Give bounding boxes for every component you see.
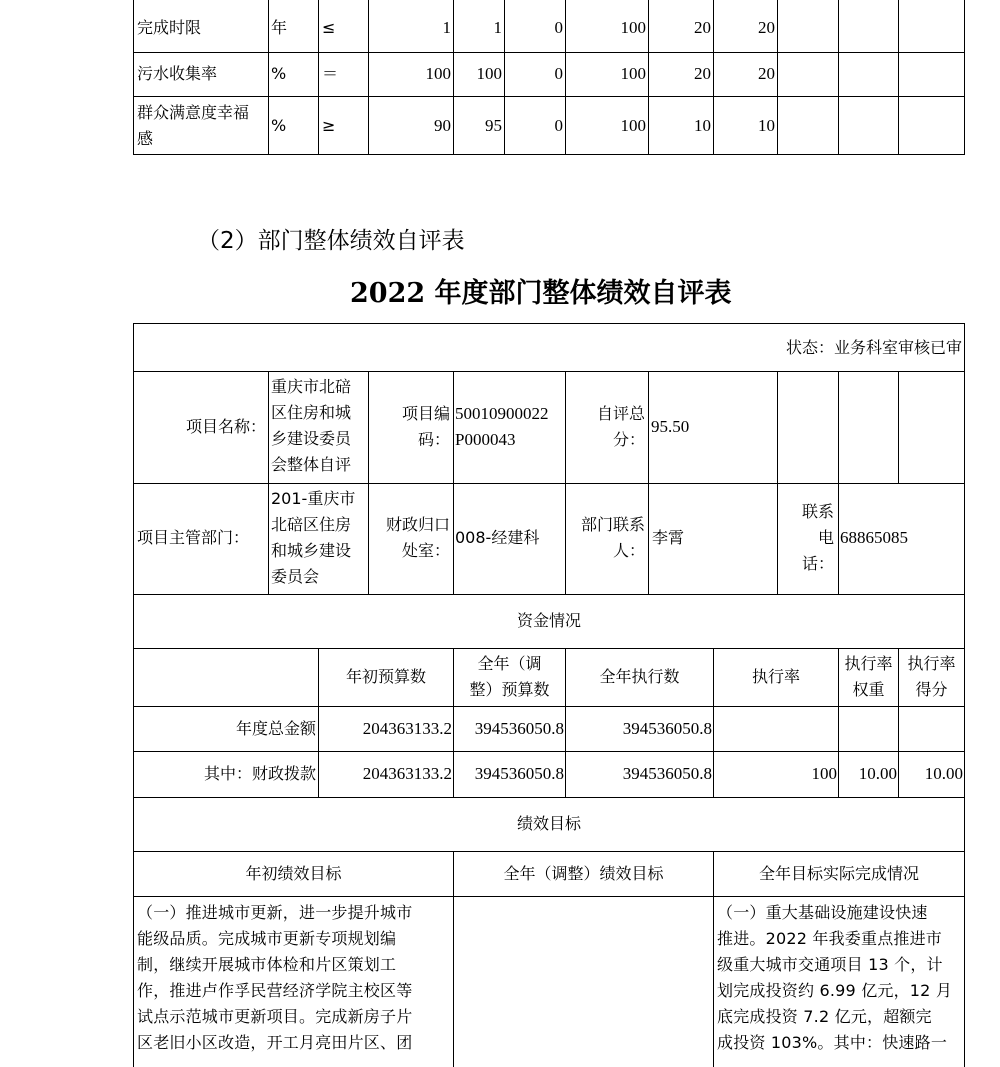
funds-row-label: 其中：财政拨款 [203, 764, 316, 783]
goals-actual-text: （一）重大基础设施建设快速 推进。2022 年我委重点推进市 级重大城市交通项目 13 个，计 划完成投资约 6.99 亿元，12 月 底完成投资 7.2 亿元，超额完 成投资 103%。其中：快速路一 [717, 903, 953, 1052]
funds-header-weight: 执行率 权重 [844, 654, 893, 699]
goals-initial-text: （一）推进城市更新，进一步提升城市 能级品质。完成城市更新专项规划编 制，继续开展城市体检和片区策划工 作，推进卢作孚民营经济学院主校区等 试点示范城市更新项目。完成新房子片 区老旧小区改造，开工月亮田片区、团 [137, 903, 413, 1052]
project-name-value: 重庆市北碚 区住房和城 乡建设委员 会整体自评 [271, 377, 352, 474]
indicator-value: 1 [442, 18, 451, 37]
indicator-value: 10 [694, 116, 711, 135]
funds-header-executed: 全年执行数 [599, 667, 680, 686]
finance-office-value: 008-经建科 [455, 528, 540, 547]
indicator-value: 20 [758, 64, 775, 83]
indicator-value: 100 [476, 64, 502, 83]
funds-header-adjusted: 全年（调 整）预算数 [469, 654, 550, 699]
indicator-name: 完成时限 [137, 18, 202, 37]
goals-header-initial: 年初绩效目标 [245, 864, 342, 883]
funds-section-label: 资金情况 [516, 611, 581, 630]
indicator-operator: ＝ [322, 64, 339, 83]
indicator-unit: % [271, 116, 287, 135]
indicator-unit: 年 [271, 18, 288, 37]
funds-score-value: 10.00 [924, 764, 963, 783]
status-text: 状态：业务科室审核已审 [785, 338, 962, 357]
finance-office-label: 财政归口 处室： [385, 515, 450, 560]
goals-section-label: 绩效目标 [516, 814, 581, 833]
self-score-value: 95.50 [651, 417, 690, 436]
goals-header-actual: 全年目标实际完成情况 [758, 864, 919, 883]
indicator-value: 0 [554, 18, 563, 37]
project-name-label: 项目名称： [185, 417, 266, 436]
indicator-unit: % [271, 64, 287, 83]
self-score-label: 自评总 分： [596, 404, 645, 449]
dept-contact-label: 部门联系 人： [580, 515, 645, 560]
funds-initial-value: 204363133.2 [362, 719, 452, 738]
indicator-name: 群众满意度幸福 [137, 103, 250, 122]
funds-executed-value: 394536050.8 [622, 764, 712, 783]
project-code-value: 50010900022 P000043 [455, 404, 549, 449]
funds-header-initial: 年初预算数 [345, 667, 426, 686]
phone-label: 联系 电 话： [801, 502, 834, 573]
funds-header-score: 执行率 得分 [907, 654, 956, 699]
indicator-operator: ≥ [322, 116, 336, 135]
indicator-value: 90 [434, 116, 451, 135]
funds-rate-value: 100 [811, 764, 837, 783]
funds-initial-value: 204363133.2 [362, 764, 452, 783]
indicator-value: 100 [620, 64, 646, 83]
indicator-value: 95 [485, 116, 502, 135]
funds-row-label: 年度总金额 [235, 719, 316, 738]
funds-weight-value: 10.00 [858, 764, 897, 783]
indicator-value: 10 [758, 116, 775, 135]
indicator-value: 100 [620, 116, 646, 135]
indicator-value: 100 [425, 64, 451, 83]
funds-adjusted-value: 394536050.8 [474, 764, 564, 783]
phone-value: 68865085 [840, 528, 908, 547]
section-heading: （2）部门整体绩效自评表 [197, 228, 465, 254]
indicator-operator: ≤ [322, 18, 336, 37]
indicator-value: 20 [758, 18, 775, 37]
table-title: 2022 年度部门整体绩效自评表 [350, 278, 732, 309]
funds-header-rate: 执行率 [751, 667, 800, 686]
indicator-value: 20 [694, 18, 711, 37]
funds-adjusted-value: 394536050.8 [474, 719, 564, 738]
indicator-value: 20 [694, 64, 711, 83]
project-code-label: 项目编 码： [401, 404, 450, 449]
goals-header-adjusted: 全年（调整）绩效目标 [503, 864, 664, 883]
indicator-name: 污水收集率 [137, 64, 218, 83]
indicator-value: 0 [554, 64, 563, 83]
indicator-value: 1 [493, 18, 502, 37]
indicator-name: 感 [137, 129, 154, 148]
indicator-value: 0 [554, 116, 563, 135]
funds-executed-value: 394536050.8 [622, 719, 712, 738]
supervising-dept-label: 项目主管部门： [137, 528, 250, 547]
supervising-dept-value: 201-重庆市 北碚区住房 和城乡建设 委员会 [271, 489, 356, 586]
indicator-value: 100 [620, 18, 646, 37]
dept-contact-value: 李霄 [652, 528, 685, 547]
